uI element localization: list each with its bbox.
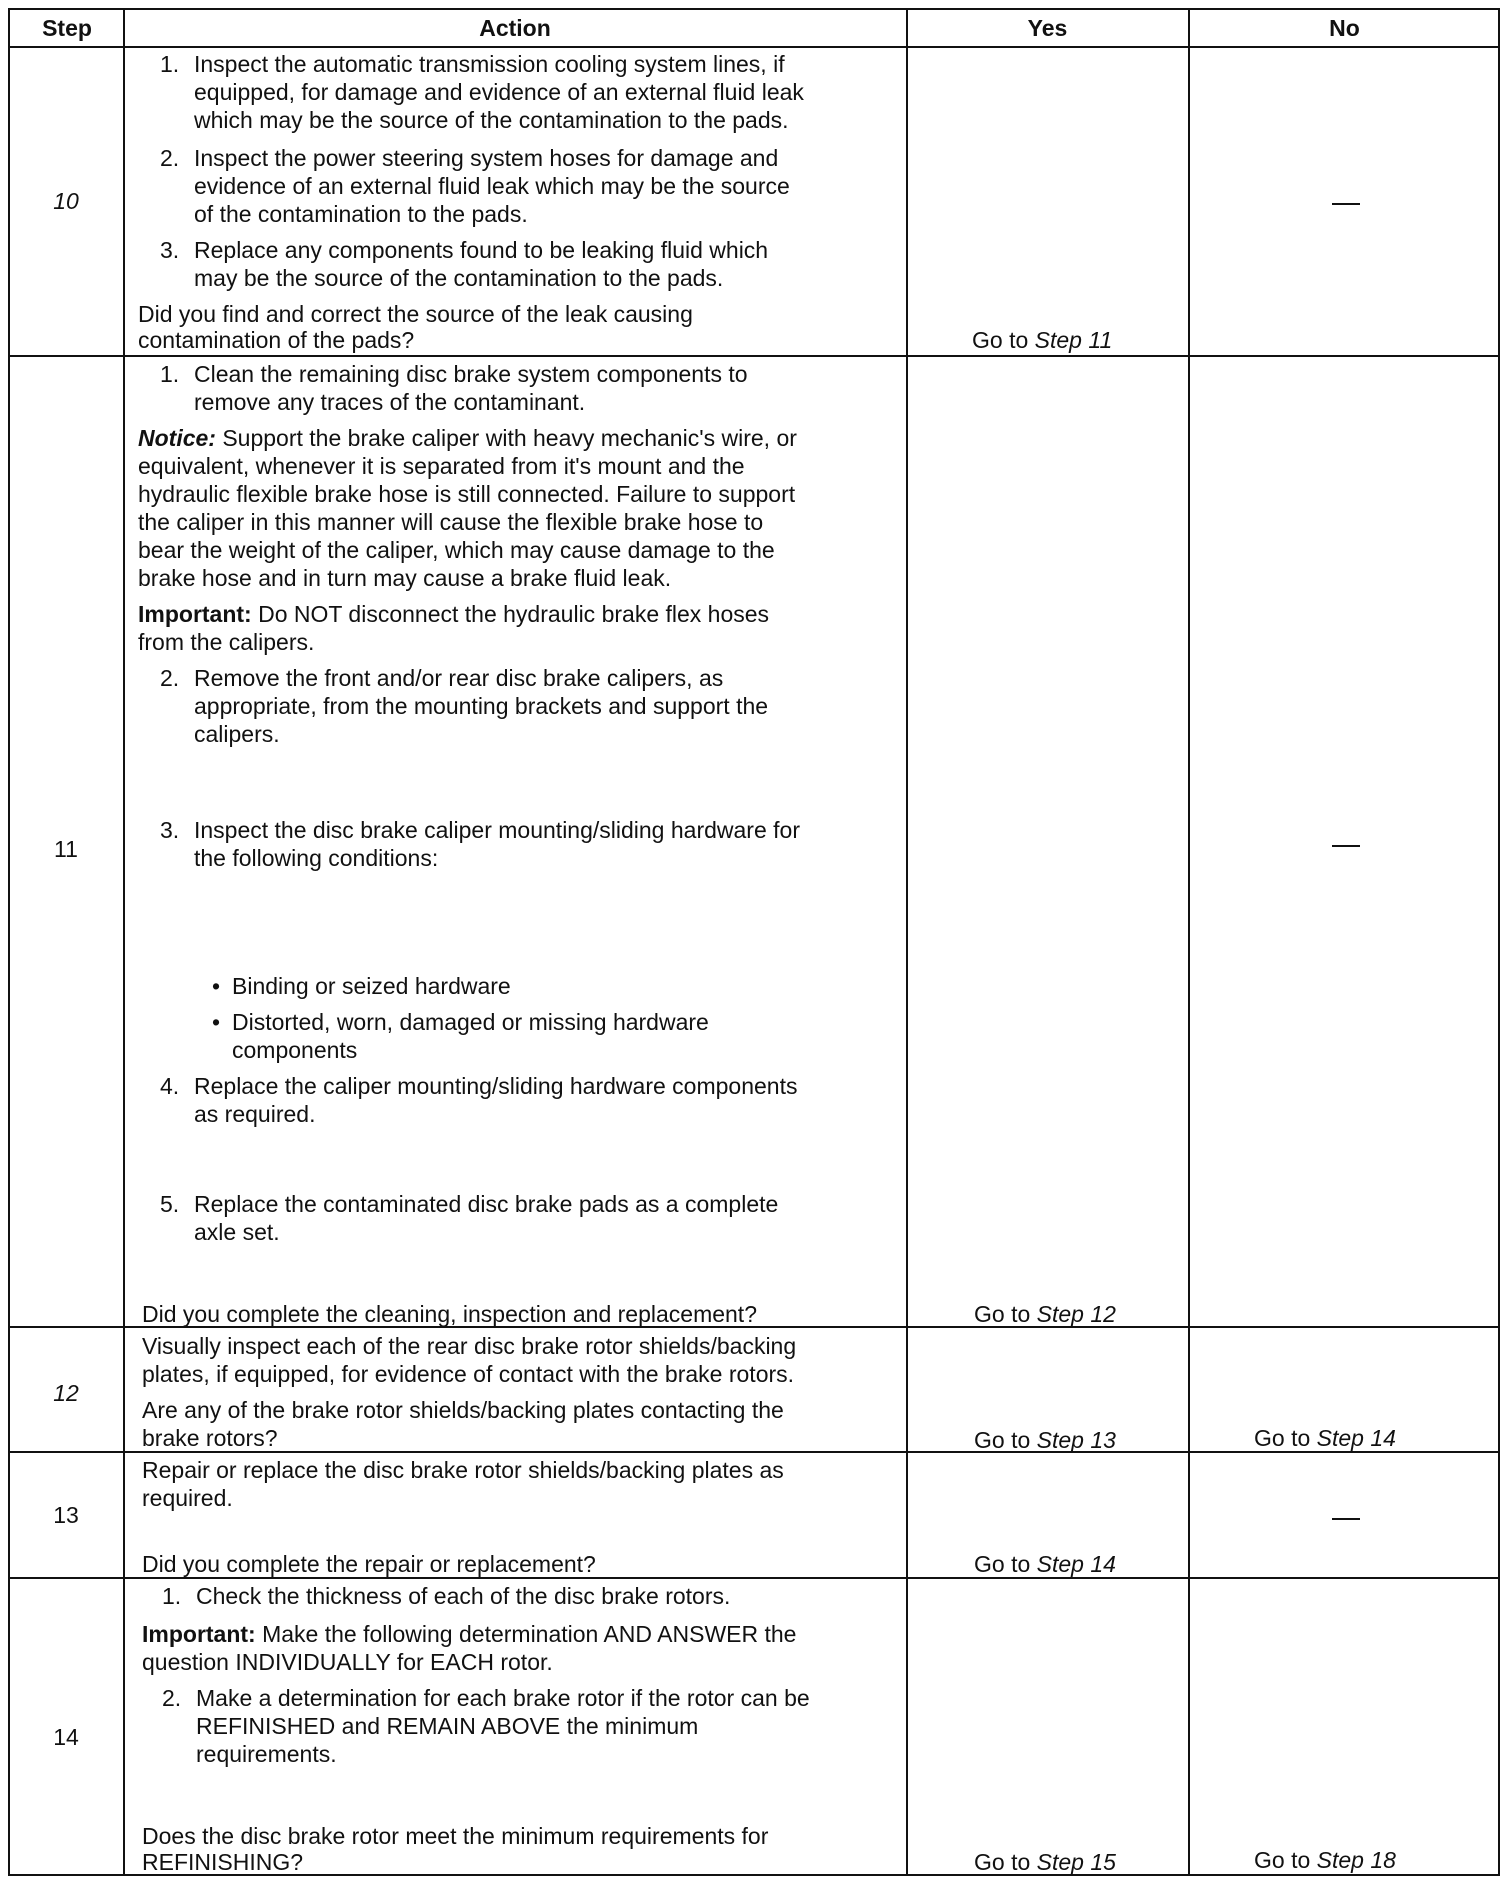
question-text: Are any of the brake rotor shields/backing plates contacting the bbox=[142, 1397, 784, 1423]
step-number: 11 bbox=[54, 836, 78, 862]
question-text: Did you complete the cleaning, inspection and replacement? bbox=[142, 1301, 757, 1327]
list-number: 1. bbox=[162, 1583, 182, 1609]
action-text: the following conditions: bbox=[194, 845, 439, 871]
list-number: 3. bbox=[160, 237, 180, 263]
yes-result: Go to Step 14 bbox=[974, 1551, 1116, 1577]
notice-text: hydraulic flexible brake hose is still connected. Failure to support bbox=[138, 481, 796, 507]
bullet-text: components bbox=[232, 1037, 358, 1063]
action-text: equipped, for damage and evidence of an external fluid leak bbox=[194, 79, 804, 105]
column-divider bbox=[1188, 10, 1190, 1874]
bullet: • bbox=[212, 973, 221, 999]
action-text: Replace any components found to be leaking fluid which bbox=[194, 237, 769, 263]
no-result-dash bbox=[1332, 1518, 1360, 1520]
list-number: 3. bbox=[160, 817, 180, 843]
notice-text: Notice: Support the brake caliper with heavy mechanic's wire, or bbox=[138, 425, 797, 451]
action-text: plates, if equipped, for evidence of contact with the brake rotors. bbox=[142, 1361, 795, 1387]
list-number: 2. bbox=[162, 1685, 182, 1711]
notice-text: equivalent, whenever it is separated from it's mount and the bbox=[138, 453, 745, 479]
action-text: Remove the front and/or rear disc brake calipers, as bbox=[194, 665, 724, 691]
action-text: which may be the source of the contamination to the pads. bbox=[194, 107, 789, 133]
step-number: 14 bbox=[53, 1724, 79, 1750]
question-text: Did you find and correct the source of the leak causing bbox=[138, 301, 693, 327]
no-result-dash bbox=[1332, 845, 1360, 847]
action-text: of the contamination to the pads. bbox=[194, 201, 528, 227]
step-number: 12 bbox=[53, 1380, 79, 1406]
action-text: evidence of an external fluid leak which may be the source bbox=[194, 173, 790, 199]
list-number: 4. bbox=[160, 1073, 180, 1099]
header-action: Action bbox=[479, 14, 551, 41]
question-text: REFINISHING? bbox=[142, 1849, 304, 1875]
step-number: 13 bbox=[53, 1502, 79, 1528]
action-text: requirements. bbox=[196, 1741, 337, 1767]
question-text: Does the disc brake rotor meet the minimum requirements for bbox=[142, 1823, 769, 1849]
notice-text: the caliper in this manner will cause the flexible brake hose to bbox=[138, 509, 764, 535]
action-text: axle set. bbox=[194, 1219, 280, 1245]
action-text: Repair or replace the disc brake rotor shields/backing plates as bbox=[142, 1457, 784, 1483]
important-text: Important: Do NOT disconnect the hydraulic brake flex hoses bbox=[138, 601, 770, 627]
list-number: 2. bbox=[160, 665, 180, 691]
header-no: No bbox=[1329, 14, 1360, 41]
important-text: question INDIVIDUALLY for EACH rotor. bbox=[142, 1649, 553, 1675]
notice-text: brake hose and in turn may cause a brake fluid leak. bbox=[138, 565, 672, 591]
action-text: REFINISHED and REMAIN ABOVE the minimum bbox=[196, 1713, 699, 1739]
action-text: Inspect the disc brake caliper mounting/sliding hardware for bbox=[194, 817, 800, 843]
action-text: Clean the remaining disc brake system components to bbox=[194, 361, 748, 387]
row-divider bbox=[10, 1326, 1498, 1328]
action-text: Make a determination for each brake rotor if the rotor can be bbox=[196, 1685, 810, 1711]
row-divider bbox=[10, 1577, 1498, 1579]
action-text: as required. bbox=[194, 1101, 316, 1127]
column-divider bbox=[123, 10, 125, 1874]
yes-result: Go to Step 12 bbox=[974, 1301, 1116, 1327]
column-divider bbox=[906, 10, 908, 1874]
list-number: 5. bbox=[160, 1191, 180, 1217]
no-result-dash bbox=[1332, 203, 1360, 205]
question-text: brake rotors? bbox=[142, 1425, 278, 1451]
action-text: Replace the caliper mounting/sliding hardware components bbox=[194, 1073, 798, 1099]
step-number: 10 bbox=[53, 188, 79, 214]
no-result: Go to Step 14 bbox=[1254, 1425, 1396, 1451]
no-result: Go to Step 18 bbox=[1254, 1847, 1396, 1873]
action-text: remove any traces of the contaminant. bbox=[194, 389, 586, 415]
important-text: from the calipers. bbox=[138, 629, 315, 655]
bullet: • bbox=[212, 1009, 221, 1035]
action-text: calipers. bbox=[194, 721, 280, 747]
action-text: appropriate, from the mounting brackets and support the bbox=[194, 693, 769, 719]
row-divider bbox=[10, 46, 1498, 48]
bullet-text: Binding or seized hardware bbox=[232, 973, 511, 999]
important-text: Important: Make the following determination AND ANSWER the bbox=[142, 1621, 797, 1647]
action-text: Inspect the power steering system hoses for damage and bbox=[194, 145, 779, 171]
action-text: required. bbox=[142, 1485, 233, 1511]
yes-result: Go to Step 11 bbox=[972, 327, 1113, 353]
action-text: Check the thickness of each of the disc brake rotors. bbox=[196, 1583, 731, 1609]
list-number: 1. bbox=[160, 361, 180, 387]
list-number: 2. bbox=[160, 145, 180, 171]
action-text: Visually inspect each of the rear disc brake rotor shields/backing bbox=[142, 1333, 797, 1359]
list-number: 1. bbox=[160, 51, 180, 77]
header-step: Step bbox=[42, 14, 92, 41]
notice-text: bear the weight of the caliper, which may cause damage to the bbox=[138, 537, 775, 563]
question-text: Did you complete the repair or replacement? bbox=[142, 1551, 596, 1577]
header-yes: Yes bbox=[1027, 14, 1068, 41]
diagnostic-table bbox=[8, 8, 1500, 1876]
row-divider bbox=[10, 355, 1498, 357]
yes-result: Go to Step 13 bbox=[974, 1427, 1116, 1453]
yes-result: Go to Step 15 bbox=[974, 1849, 1116, 1875]
action-text: Replace the contaminated disc brake pads as a complete bbox=[194, 1191, 779, 1217]
question-text: contamination of the pads? bbox=[138, 327, 415, 353]
bullet-text: Distorted, worn, damaged or missing hardware bbox=[232, 1009, 709, 1035]
action-text: may be the source of the contamination to the pads. bbox=[194, 265, 724, 291]
action-text: Inspect the automatic transmission cooling system lines, if bbox=[194, 51, 785, 77]
row-divider bbox=[10, 1451, 1498, 1453]
